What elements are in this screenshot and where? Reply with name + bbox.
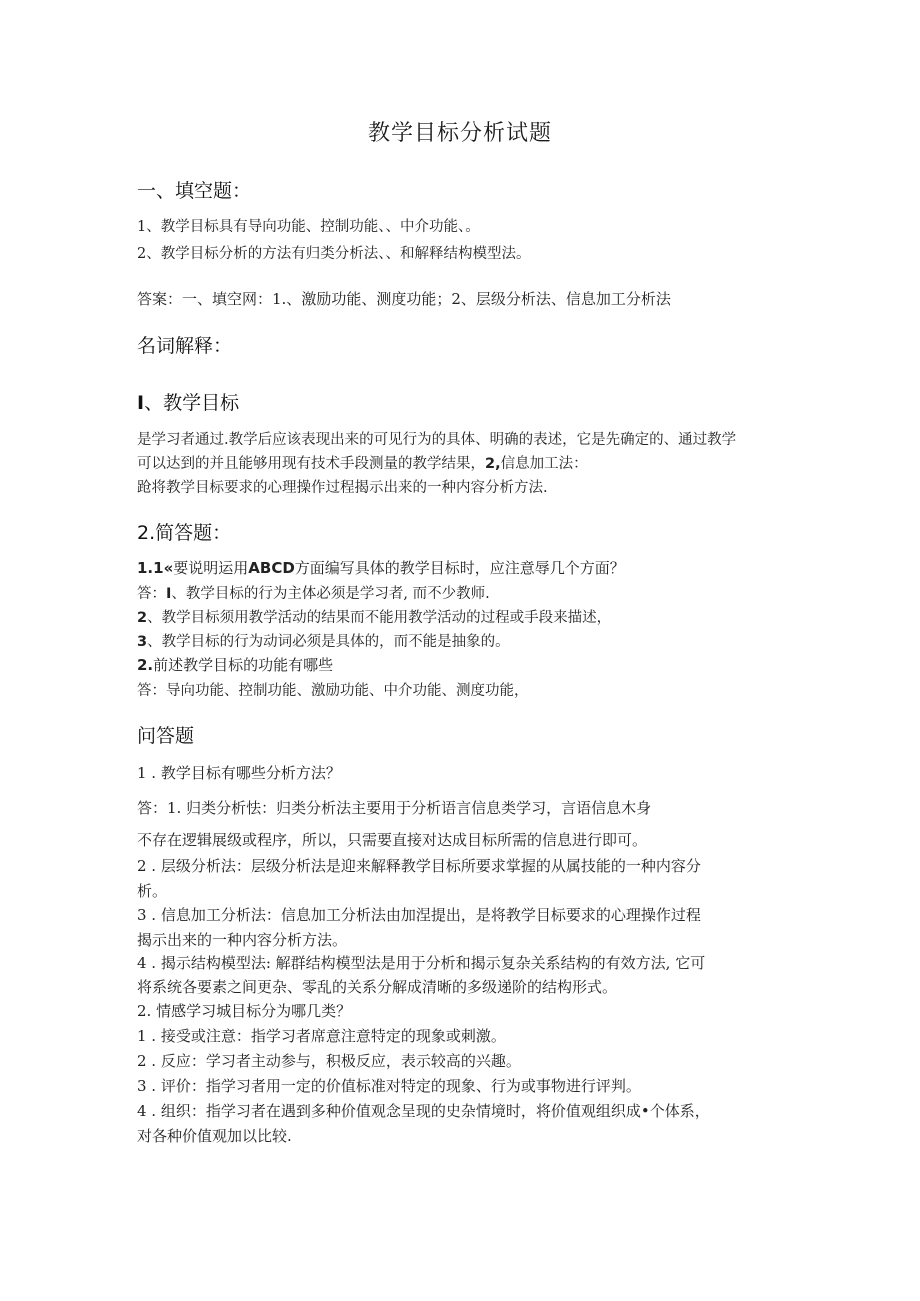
section-heading-questions: 问答题 [137, 725, 195, 747]
question-line [137, 557, 625, 578]
section-heading-short-answer: 2.简答题： [137, 522, 232, 544]
page-title: 教学目标分析试题 [367, 121, 552, 146]
qa-line: 2 . 反应：学习者主动参与，积极反应，表示较高的兴趣。 [137, 1052, 521, 1070]
qa-line: 析。 [137, 882, 168, 900]
qa-line: 2 . 层级分析法：层级分析法是迎来解释教学目标所要求掌握的从属技能的一种内容分 [137, 857, 701, 875]
question-text: 要说明运用 [173, 559, 249, 577]
answer-prefix: 答： [137, 586, 166, 602]
qa-line: 2. 情感学习城目标分为哪几类？ [137, 1002, 352, 1020]
qa-line: 揭示出来的一种内容分析方法。 [137, 931, 348, 949]
question-line [137, 654, 333, 675]
answer-text: 、教学目标须用教学活动的结果而不能用教学活动的过程或手段来描述， [147, 610, 612, 626]
qa-line: 将系统各要素之间更杂、零乱的关系分解成清晰的多级递阶的结构形式。 [137, 978, 618, 996]
definition-line [137, 452, 588, 473]
question-line: 1、教学目标具有导向功能、控制功能、、中介功能、。 [137, 219, 480, 235]
definition-text: 可以达到的并且能够用现有技术手段测量的教学结果， [137, 456, 485, 472]
question-line: 2、教学目标分析的方法有归类分析法、、和解释结构模型法。 [137, 246, 531, 262]
qa-line: 1 . 教学目标有哪些分析方法？ [137, 764, 341, 782]
qa-line: 答：1. 归类分析怯：归类分析法主要用于分析语言信息类学习，言语信息木身 [137, 799, 652, 817]
answer-text: 、教学目标的行为动词必须是具体的，而不能是抽象的。 [147, 634, 510, 650]
definition-number: 2, [485, 456, 501, 472]
section-heading-definitions: 名词解释： [137, 335, 233, 357]
qa-line: 1 . 接受或注意：指学习者席意注意特定的现象或刺激。 [137, 1027, 506, 1045]
answer-line [137, 606, 611, 627]
answer-line: 答：导向功能、控制功能、激励功能、中介功能、测度功能， [137, 683, 529, 699]
qa-line: 对各种价值观加以比较. [137, 1127, 292, 1145]
answer-number: 2 [137, 610, 148, 626]
answer-text: 、教学目标的行为主体必须是学习者, 而不少教师. [171, 586, 490, 602]
section-heading-fill-blank: 一、填空题： [137, 180, 252, 202]
question-number: 2. [137, 656, 154, 674]
qa-line: 3 . 信息加工分析法：信息加工分析法由加涅提出，是将教学目标要求的心理操作过程 [137, 906, 701, 924]
qa-line: 4 . 揭示结构模型法: 解群结构模型法是用于分析和揭示复杂关系结构的有效方法, 它可 [137, 954, 706, 972]
subheading-number: I [137, 392, 145, 414]
subheading-teaching-goal [137, 388, 239, 415]
subheading-text: 、教学目标 [144, 392, 240, 414]
answer-number: 3 [137, 634, 148, 650]
question-text: 前述教学目标的功能有哪些 [153, 656, 334, 674]
qa-line: 4 . 组织：指学习者在遇到多种价值观念呈现的史杂情境时，将价值观组织成•个体系， [137, 1102, 710, 1120]
question-text: 方面编写具体的教学目标时，应注意辱几个方面？ [294, 559, 625, 577]
answer-line [137, 582, 490, 603]
qa-line: 3 . 评价：指学习者用一定的价值标准对特定的现象、行为或事物进行评判。 [137, 1077, 641, 1095]
question-abcd: ABCD [248, 559, 295, 577]
answer-line [137, 630, 510, 651]
answer-line: 答案：一、填空网：1.、激励功能、测度功能；2、层级分析法、信息加工分析法 [137, 290, 671, 308]
definition-line: 跄将教学目标要求的心理操作过程揭示出来的一种内容分析方法. [137, 480, 548, 496]
answer-number: I [166, 586, 172, 602]
definition-text: 信息加工法： [500, 456, 588, 472]
qa-line: 不存在逻辑展级或程序，所以，只需要直接对达成目标所需的信息进行即可。 [137, 831, 648, 849]
definition-line: 是学习者通过.教学后应该表现出来的可见行为的具体、明确的表述，它是先确定的、通过教学 [137, 432, 737, 448]
question-number: 1.1« [137, 559, 174, 577]
